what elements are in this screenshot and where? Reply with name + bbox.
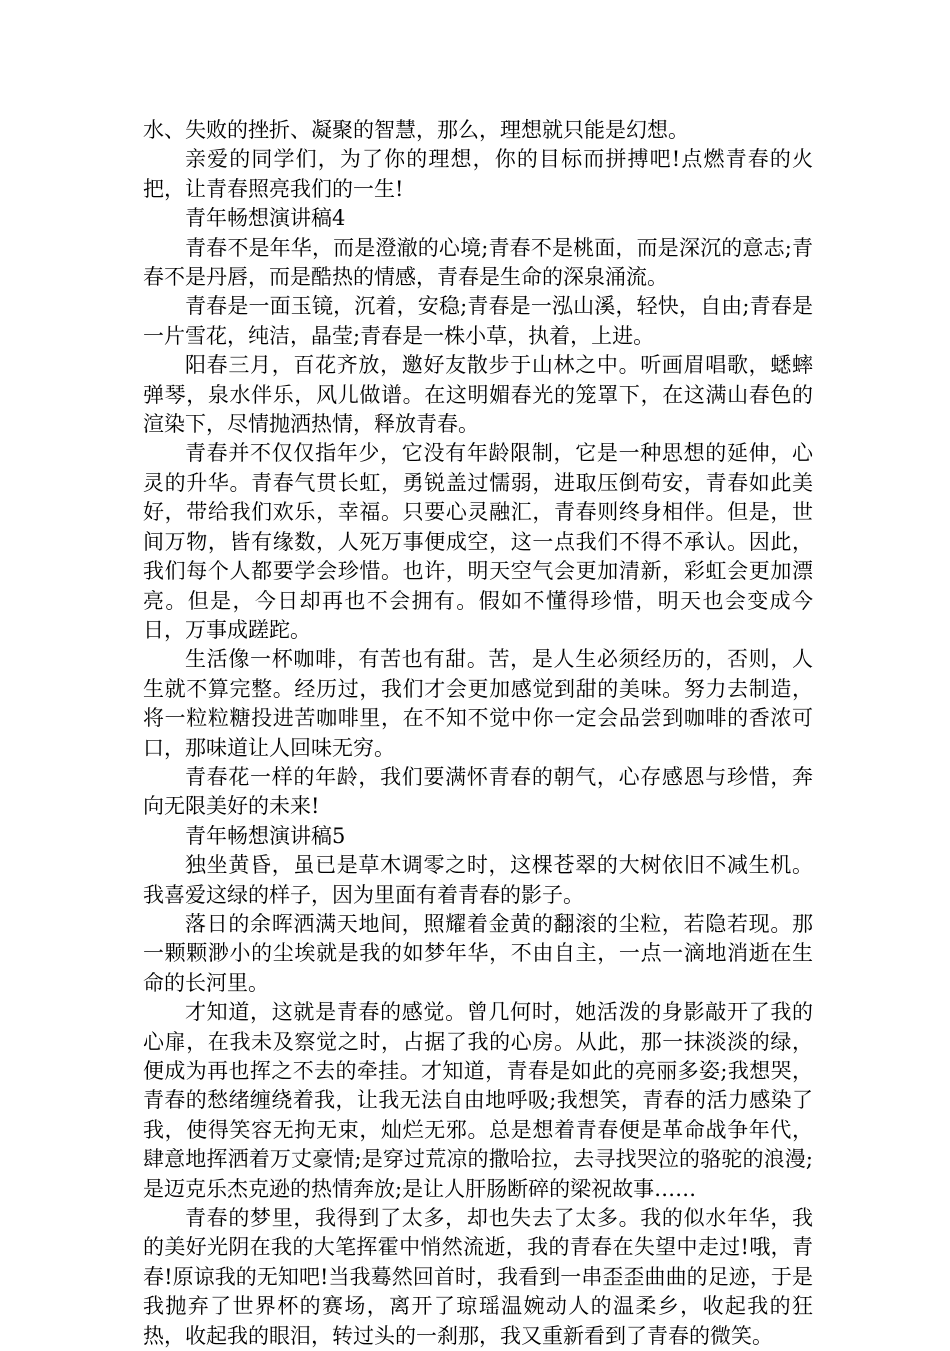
paragraph: 落日的余晖洒满天地间，照耀着金黄的翻滚的尘粒，若隐若现。那一颗颗渺小的尘埃就是我的如梦年华，不由自主，一点一滴地消逝在生命的长河里。	[143, 911, 813, 995]
document-page	[143, 116, 813, 1351]
paragraph: 阳春三月，百花齐放，邀好友散步于山林之中。听画眉唱歌，蟋蟀弹琴，泉水伴乐，风儿做谱。在这明媚春光的笼罩下，在这满山春色的渲染下，尽情抛洒热情，释放青春。	[143, 353, 813, 437]
paragraph: 青春的梦里，我得到了太多，却也失去了太多。我的似水年华，我的美好光阴在我的大笔挥霍中悄然流逝，我的青春在失望中走过!哦，青春!原谅我的无知吧!当我蓦然回首时，我看到一串歪歪曲曲的足迹，于是我抛弃了世界杯的赛场，离开了琼瑶温婉动人的温柔乡，收起我的狂热，收起我的眼泪，转过头的一刹那，我又重新看到了青春的微笑。	[143, 1206, 813, 1348]
paragraph: 青春花一样的年龄，我们要满怀青春的朝气，心存感恩与珍惜，奔向无限美好的未来!	[143, 764, 813, 819]
section-heading-4: 青年畅想演讲稿4	[185, 206, 346, 231]
paragraph: 生活像一杯咖啡，有苦也有甜。苦，是人生必须经历的，否则，人生就不算完整。经历过，我们才会更加感觉到甜的美味。努力去制造，将一粒粒糖投进苦咖啡里，在不知不觉中你一定会品尝到咖啡的香浓可口，那味道让人回味无穷。	[143, 647, 813, 760]
section-heading-5: 青年畅想演讲稿5	[185, 823, 346, 848]
paragraph: 独坐黄昏，虽已是草木调零之时，这棵苍翠的大树依旧不减生机。我喜爱这绿的样子，因为里面有着青春的影子。	[143, 853, 813, 907]
paragraph-continued: 水、失败的挫折、凝聚的智慧，那么，理想就只能是幻想。	[143, 118, 689, 142]
paragraph: 才知道，这就是青春的感觉。曾几何时，她活泼的身影敲开了我的心扉，在我未及察觉之时，占据了我的心房。从此，那一抹淡淡的绿，便成为再也挥之不去的牵挂。才知道，青春是如此的亮丽多姿;我想哭，青春的愁绪缠绕着我，让我无法自由地呼吸;我想笑，青春的活力感染了我，使得笑容无拘无束，灿烂无邪。总是想着青春便是革命战争年代，肆意地挥洒着万丈豪情;是穿过荒凉的撒哈拉，去寻找哭泣的骆驼的浪漫;是迈克乐杰克逊的热情奔放;是让人肝肠断碎的梁祝故事……	[143, 1000, 813, 1201]
paragraph: 亲爱的同学们，为了你的理想，你的目标而拼搏吧!点燃青春的火把，让青春照亮我们的一生!	[143, 147, 813, 201]
paragraph: 青春是一面玉镜，沉着，安稳;青春是一泓山溪，轻快，自由;青春是一片雪花，纯洁，晶莹;青春是一株小草，执着，上进。	[143, 294, 813, 348]
paragraph: 青春不是年华，而是澄澈的心境;青春不是桃面，而是深沉的意志;青春不是丹唇，而是酷热的情感，青春是生命的深泉涌流。	[143, 235, 813, 290]
paragraph: 青春并不仅仅指年少，它没有年龄限制，它是一种思想的延伸，心灵的升华。青春气贯长虹，勇锐盖过懦弱，进取压倒苟安，青春如此美好，带给我们欢乐，幸福。只要心灵融汇，青春则终身相伴。但是，世间万物，皆有缘数，人死万事便成空，这一点我们不得不承认。因此，我们每个人都要学会珍惜。也许，明天空气会更加清新，彩虹会更加漂亮。但是，今日却再也不会拥有。假如不懂得珍惜，明天也会变成今日，万事成蹉跎。	[143, 441, 813, 642]
